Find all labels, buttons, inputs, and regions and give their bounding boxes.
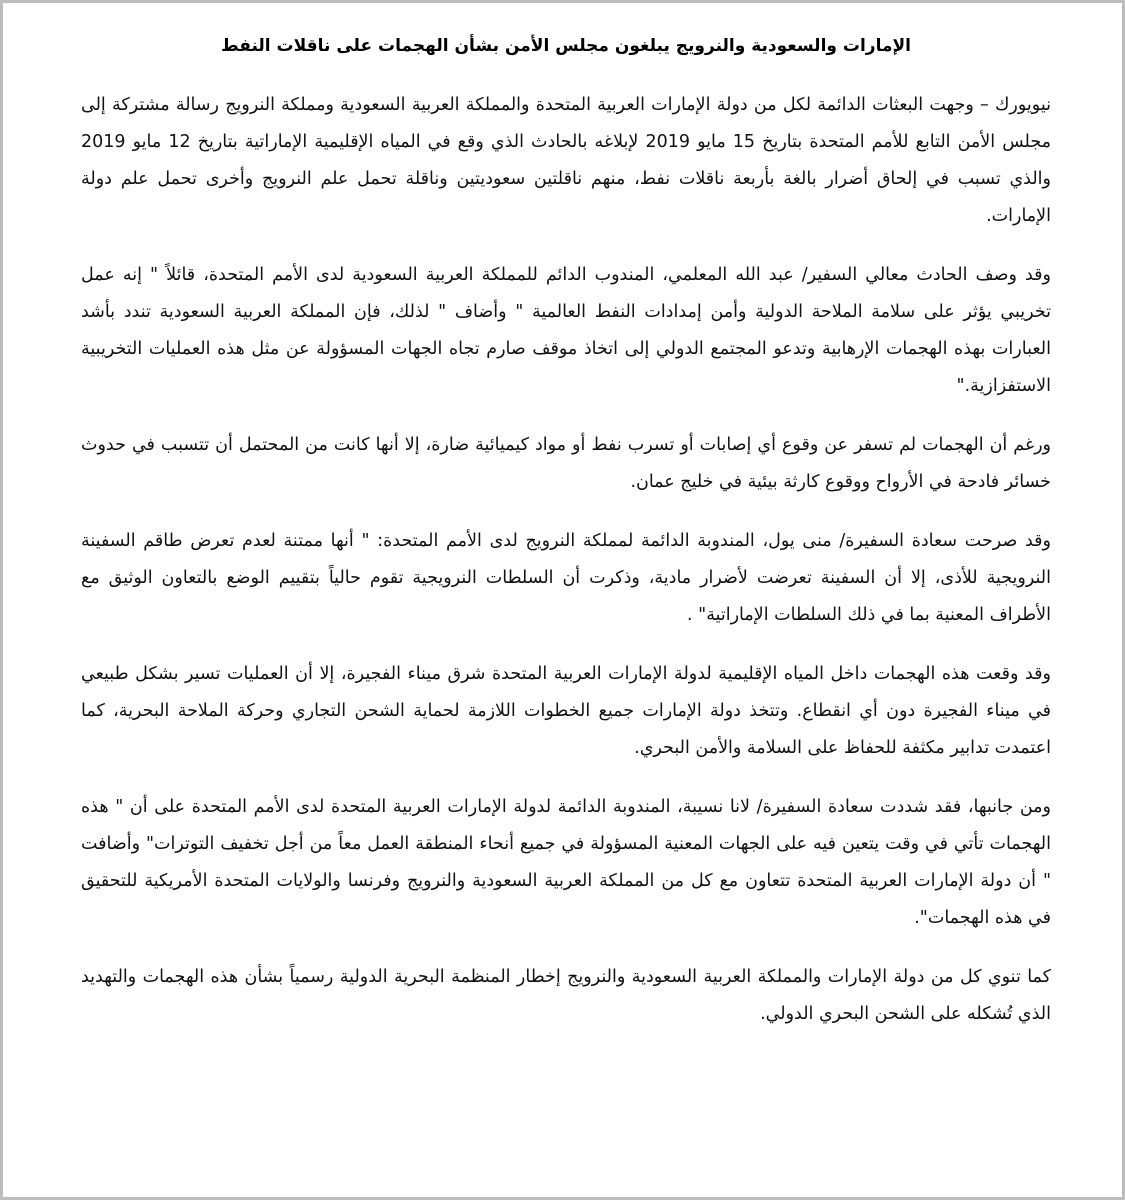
paragraph-fujairah-operations: وقد وقعت هذه الهجمات داخل المياه الإقليمية لدولة الإمارات العربية المتحدة شرق ميناء الفجيرة، إلا أن العمليات تسير بشكل طبيعي في ميناء الفجيرة دون أي انقطاع. وتتخذ دولة الإمارات جميع الخطوات اللازمة لحماية الشحن التجاري وحركة الملاحة البحرية، كما اعتمدت تدابير مكثفة للحفاظ على السلامة والأمن البحري. (81, 664, 1051, 758)
document-body (81, 33, 1051, 1055)
paragraph-no-casualties: ورغم أن الهجمات لم تسفر عن وقوع أي إصابات أو تسرب نفط أو مواد كيميائية ضارة، إلا أنها كانت من المحتمل أن تتسبب في حدوث خسائر فادحة في الأرواح ووقوع كارثة بيئية في خليج عمان. (81, 435, 1051, 492)
paragraph-norway-statement: وقد صرحت سعادة السفيرة/ منى يول، المندوبة الدائمة لمملكة النرويج لدى الأمم المتحدة: " أنها ممتنة لعدم تعرض طاقم السفينة النرويجية للأذى، إلا أن السفينة تعرضت لأضرار مادية، وذكرت أن السلطات النرويجية تقوم حالياً بتقييم الوضع بالتعاون الوثيق مع الأطراف المعنية بما في ذلك السلطات الإماراتية" . (81, 531, 1051, 625)
paragraph-imo-notification: كما تنوي كل من دولة الإمارات والمملكة العربية السعودية والنرويج إخطار المنظمة البحرية الدولية رسمياً بشأن هذه الهجمات والتهديد الذي تُشكله على الشحن البحري الدولي. (81, 967, 1051, 1024)
paragraph-saudi-statement: وقد وصف الحادث معالي السفير/ عبد الله المعلمي، المندوب الدائم للمملكة العربية السعودية لدى الأمم المتحدة، قائلاً " إنه عمل تخريبي يؤثر على سلامة الملاحة الدولية وأمن إمدادات النفط العالمية " وأضاف " لذلك، فإن المملكة العربية السعودية تندد بأشد العبارات بهذه الهجمات الإرهابية وتدعو المجتمع الدولي إلى اتخاذ موقف صارم تجاه الجهات المسؤولة عن مثل هذه العمليات التخريبية الاستفزازية." (81, 265, 1051, 396)
document-title: الإمارات والسعودية والنرويج يبلغون مجلس الأمن بشأن الهجمات على ناقلات النفط (221, 36, 911, 56)
paragraph-intro: نيويورك – وجهت البعثات الدائمة لكل من دولة الإمارات العربية المتحدة والمملكة العربية السعودية ومملكة النرويج رسالة مشتركة إلى مجلس الأمن التابع للأمم المتحدة بتاريخ 15 مايو 2019 لإبلاغه بالحادث الذي وقع في المياه الإقليمية الإماراتية بتاريخ 12 مايو 2019 والذي تسبب في إلحاق أضرار بالغة بأربعة ناقلات نفط، منهم ناقلتين سعوديتين وناقلة تحمل علم النرويج وأخرى تحمل علم دولة الإمارات. (81, 95, 1051, 226)
paragraph-uae-statement: ومن جانبها، فقد شددت سعادة السفيرة/ لانا نسيبة، المندوبة الدائمة لدولة الإمارات العربية المتحدة لدى الأمم المتحدة على أن " هذه الهجمات تأتي في وقت يتعين فيه على الجهات المعنية المسؤولة في جميع أنحاء المنطقة العمل معاً من أجل تخفيف التوترات" وأضافت " أن دولة الإمارات العربية المتحدة تتعاون مع كل من المملكة العربية السعودية والنرويج وفرنسا والولايات المتحدة الأمريكية للتحقيق في هذه الهجمات". (81, 797, 1051, 928)
